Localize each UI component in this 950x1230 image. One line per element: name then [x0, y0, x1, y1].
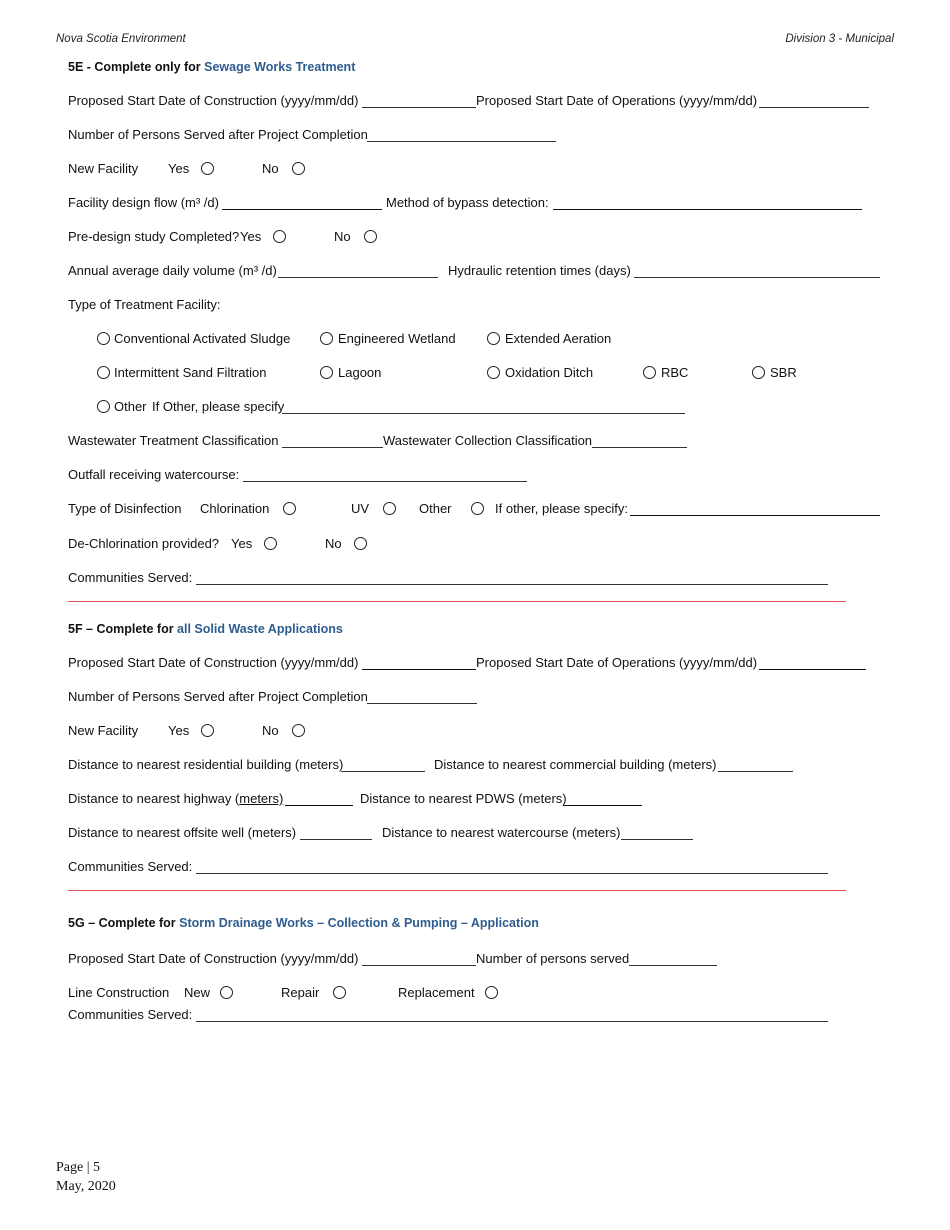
section-divider — [68, 890, 846, 891]
field-pdws[interactable] — [563, 805, 642, 806]
field-start-construction[interactable] — [362, 107, 476, 108]
field-communities-5e[interactable] — [196, 584, 828, 585]
radio-wetland[interactable] — [320, 332, 333, 345]
label-start-construction: Proposed Start Date of Construction (yyyy/mm/dd) — [68, 655, 359, 670]
label-start-construction: Proposed Start Date of Construction (yyyy/mm/dd) — [68, 951, 359, 966]
label-sand: Intermittent Sand Filtration — [114, 365, 267, 380]
radio-sbr[interactable] — [752, 366, 765, 379]
field-design-flow[interactable] — [222, 209, 382, 210]
label-yes: Yes — [168, 723, 190, 738]
label-communities-5e: Communities Served: — [68, 570, 193, 585]
label-yes: Yes — [240, 229, 262, 244]
label-start-operations: Proposed Start Date of Operations (yyyy/mm/dd) — [476, 93, 758, 108]
field-5f-persons-served[interactable] — [367, 703, 477, 704]
field-type-other[interactable] — [282, 413, 685, 414]
radio-line-new[interactable] — [220, 986, 233, 999]
field-5g-start-construction[interactable] — [362, 965, 476, 966]
radio-sand[interactable] — [97, 366, 110, 379]
radio-rbc[interactable] — [643, 366, 656, 379]
label-ditch: Oxidation Ditch — [505, 365, 594, 380]
label-extended: Extended Aeration — [505, 331, 612, 346]
radio-line-replacement[interactable] — [485, 986, 498, 999]
label-bypass: Method of bypass detection: — [386, 195, 549, 210]
radio-5f-new-facility-no[interactable] — [292, 724, 305, 737]
field-5g-persons-served[interactable] — [629, 965, 717, 966]
section-5f-highlight: all Solid Waste Applications — [177, 622, 343, 636]
section-5g-prefix: 5G – Complete for — [68, 916, 180, 930]
field-retention[interactable] — [634, 277, 880, 278]
label-pdws: Distance to nearest PDWS (meters) — [360, 791, 567, 806]
radio-chlorination[interactable] — [283, 502, 296, 515]
label-annual-volume: Annual average daily volume (m³ /d) — [68, 263, 277, 278]
footer-page-number: Page | 5 — [56, 1160, 101, 1175]
label-start-construction: Proposed Start Date of Construction (yyyy/mm/dd) — [68, 93, 359, 108]
label-yes: Yes — [231, 536, 253, 551]
label-persons-served: Number of Persons Served after Project Completion — [68, 689, 368, 704]
radio-conventional[interactable] — [97, 332, 110, 345]
label-replacement: Replacement — [398, 985, 475, 1000]
section-5g-highlight: Storm Drainage Works – Collection & Pumping – Application — [179, 916, 539, 930]
label-sbr: SBR — [770, 365, 797, 380]
field-persons-served[interactable] — [367, 141, 556, 142]
field-commercial[interactable] — [718, 771, 793, 772]
label-lagoon: Lagoon — [338, 365, 382, 380]
label-highway-unit: meters) — [239, 791, 284, 806]
radio-new-facility-yes[interactable] — [201, 162, 214, 175]
field-annual-volume[interactable] — [278, 277, 438, 278]
radio-disinfection-other[interactable] — [471, 502, 484, 515]
section-5f-prefix: 5F – Complete for — [68, 622, 178, 636]
radio-dechlorination-yes[interactable] — [264, 537, 277, 550]
label-chlorination: Chlorination — [200, 501, 270, 516]
label-repair: Repair — [281, 985, 320, 1000]
field-watercourse[interactable] — [621, 839, 693, 840]
label-rbc: RBC — [661, 365, 689, 380]
label-wetland: Engineered Wetland — [338, 331, 456, 346]
label-start-operations: Proposed Start Date of Operations (yyyy/mm/dd) — [476, 655, 758, 670]
label-retention: Hydraulic retention times (days) — [448, 263, 631, 278]
label-offsite-well: Distance to nearest offsite well (meters) — [68, 825, 297, 840]
section-5e-highlight: Sewage Works Treatment — [204, 60, 356, 74]
label-dechlorination: De-Chlorination provided? — [68, 536, 220, 551]
field-5f-start-operations[interactable] — [759, 669, 866, 670]
label-communities-5f: Communities Served: — [68, 859, 193, 874]
label-residential: Distance to nearest residential building (meters) — [68, 757, 344, 772]
label-predesign: Pre-design study Completed? — [68, 229, 240, 244]
field-wwt-class[interactable] — [282, 447, 383, 448]
label-line-construction: Line Construction — [68, 985, 170, 1000]
label-no: No — [262, 723, 279, 738]
label-no: No — [334, 229, 351, 244]
radio-new-facility-no[interactable] — [292, 162, 305, 175]
label-new-facility: New Facility — [68, 161, 139, 176]
field-communities-5f[interactable] — [196, 873, 828, 874]
label-wwt-class: Wastewater Treatment Classification — [68, 433, 279, 448]
header-right: Division 3 - Municipal — [785, 33, 894, 45]
radio-line-repair[interactable] — [333, 986, 346, 999]
label-5g-persons-served: Number of persons served — [476, 951, 630, 966]
radio-type-other[interactable] — [97, 400, 110, 413]
label-outfall: Outfall receiving watercourse: — [68, 467, 240, 482]
field-offsite-well[interactable] — [300, 839, 372, 840]
field-disinfection-other[interactable] — [630, 515, 880, 516]
field-wwc-class[interactable] — [592, 447, 687, 448]
field-residential[interactable] — [341, 771, 425, 772]
radio-uv[interactable] — [383, 502, 396, 515]
label-highway-prefix: Distance to nearest highway ( — [68, 791, 240, 806]
label-commercial: Distance to nearest commercial building (meters) — [434, 757, 717, 772]
section-5g-title — [68, 914, 539, 932]
field-communities-5g[interactable] — [196, 1021, 828, 1022]
header-left: Nova Scotia Environment — [56, 33, 186, 45]
footer-date: May, 2020 — [56, 1179, 116, 1194]
label-wwc-class: Wastewater Collection Classification — [383, 433, 593, 448]
label-new-facility: New Facility — [68, 723, 139, 738]
label-persons-served: Number of Persons Served after Project Completion — [68, 127, 368, 142]
label-disinfection-specify: If other, please specify: — [495, 501, 628, 516]
field-highway[interactable] — [285, 805, 353, 806]
radio-lagoon[interactable] — [320, 366, 333, 379]
radio-predesign-no[interactable] — [364, 230, 377, 243]
section-5e-title — [68, 58, 355, 76]
section-divider — [68, 601, 846, 602]
label-type-other: Other — [114, 399, 147, 414]
section-5f-title — [68, 620, 343, 638]
label-highway — [68, 790, 283, 808]
label-facility-type: Type of Treatment Facility: — [68, 297, 221, 312]
radio-ditch[interactable] — [487, 366, 500, 379]
label-yes: Yes — [168, 161, 190, 176]
field-5f-start-construction[interactable] — [362, 669, 476, 670]
label-type-other-specify: If Other, please specify — [152, 399, 285, 414]
label-uv: UV — [351, 501, 370, 516]
field-start-operations[interactable] — [759, 107, 869, 108]
label-disinfection-other: Other — [419, 501, 452, 516]
field-outfall[interactable] — [243, 481, 527, 482]
field-bypass[interactable] — [553, 209, 862, 210]
label-watercourse: Distance to nearest watercourse (meters) — [382, 825, 621, 840]
label-no: No — [325, 536, 342, 551]
label-design-flow: Facility design flow (m³ /d) — [68, 195, 219, 210]
radio-dechlorination-no[interactable] — [354, 537, 367, 550]
radio-5f-new-facility-yes[interactable] — [201, 724, 214, 737]
section-5e-prefix: 5E - Complete only for — [68, 60, 205, 74]
label-new: New — [184, 985, 211, 1000]
radio-predesign-yes[interactable] — [273, 230, 286, 243]
radio-extended[interactable] — [487, 332, 500, 345]
label-no: No — [262, 161, 279, 176]
label-communities-5g: Communities Served: — [68, 1007, 193, 1022]
label-disinfection: Type of Disinfection — [68, 501, 182, 516]
label-conventional: Conventional Activated Sludge — [114, 331, 291, 346]
